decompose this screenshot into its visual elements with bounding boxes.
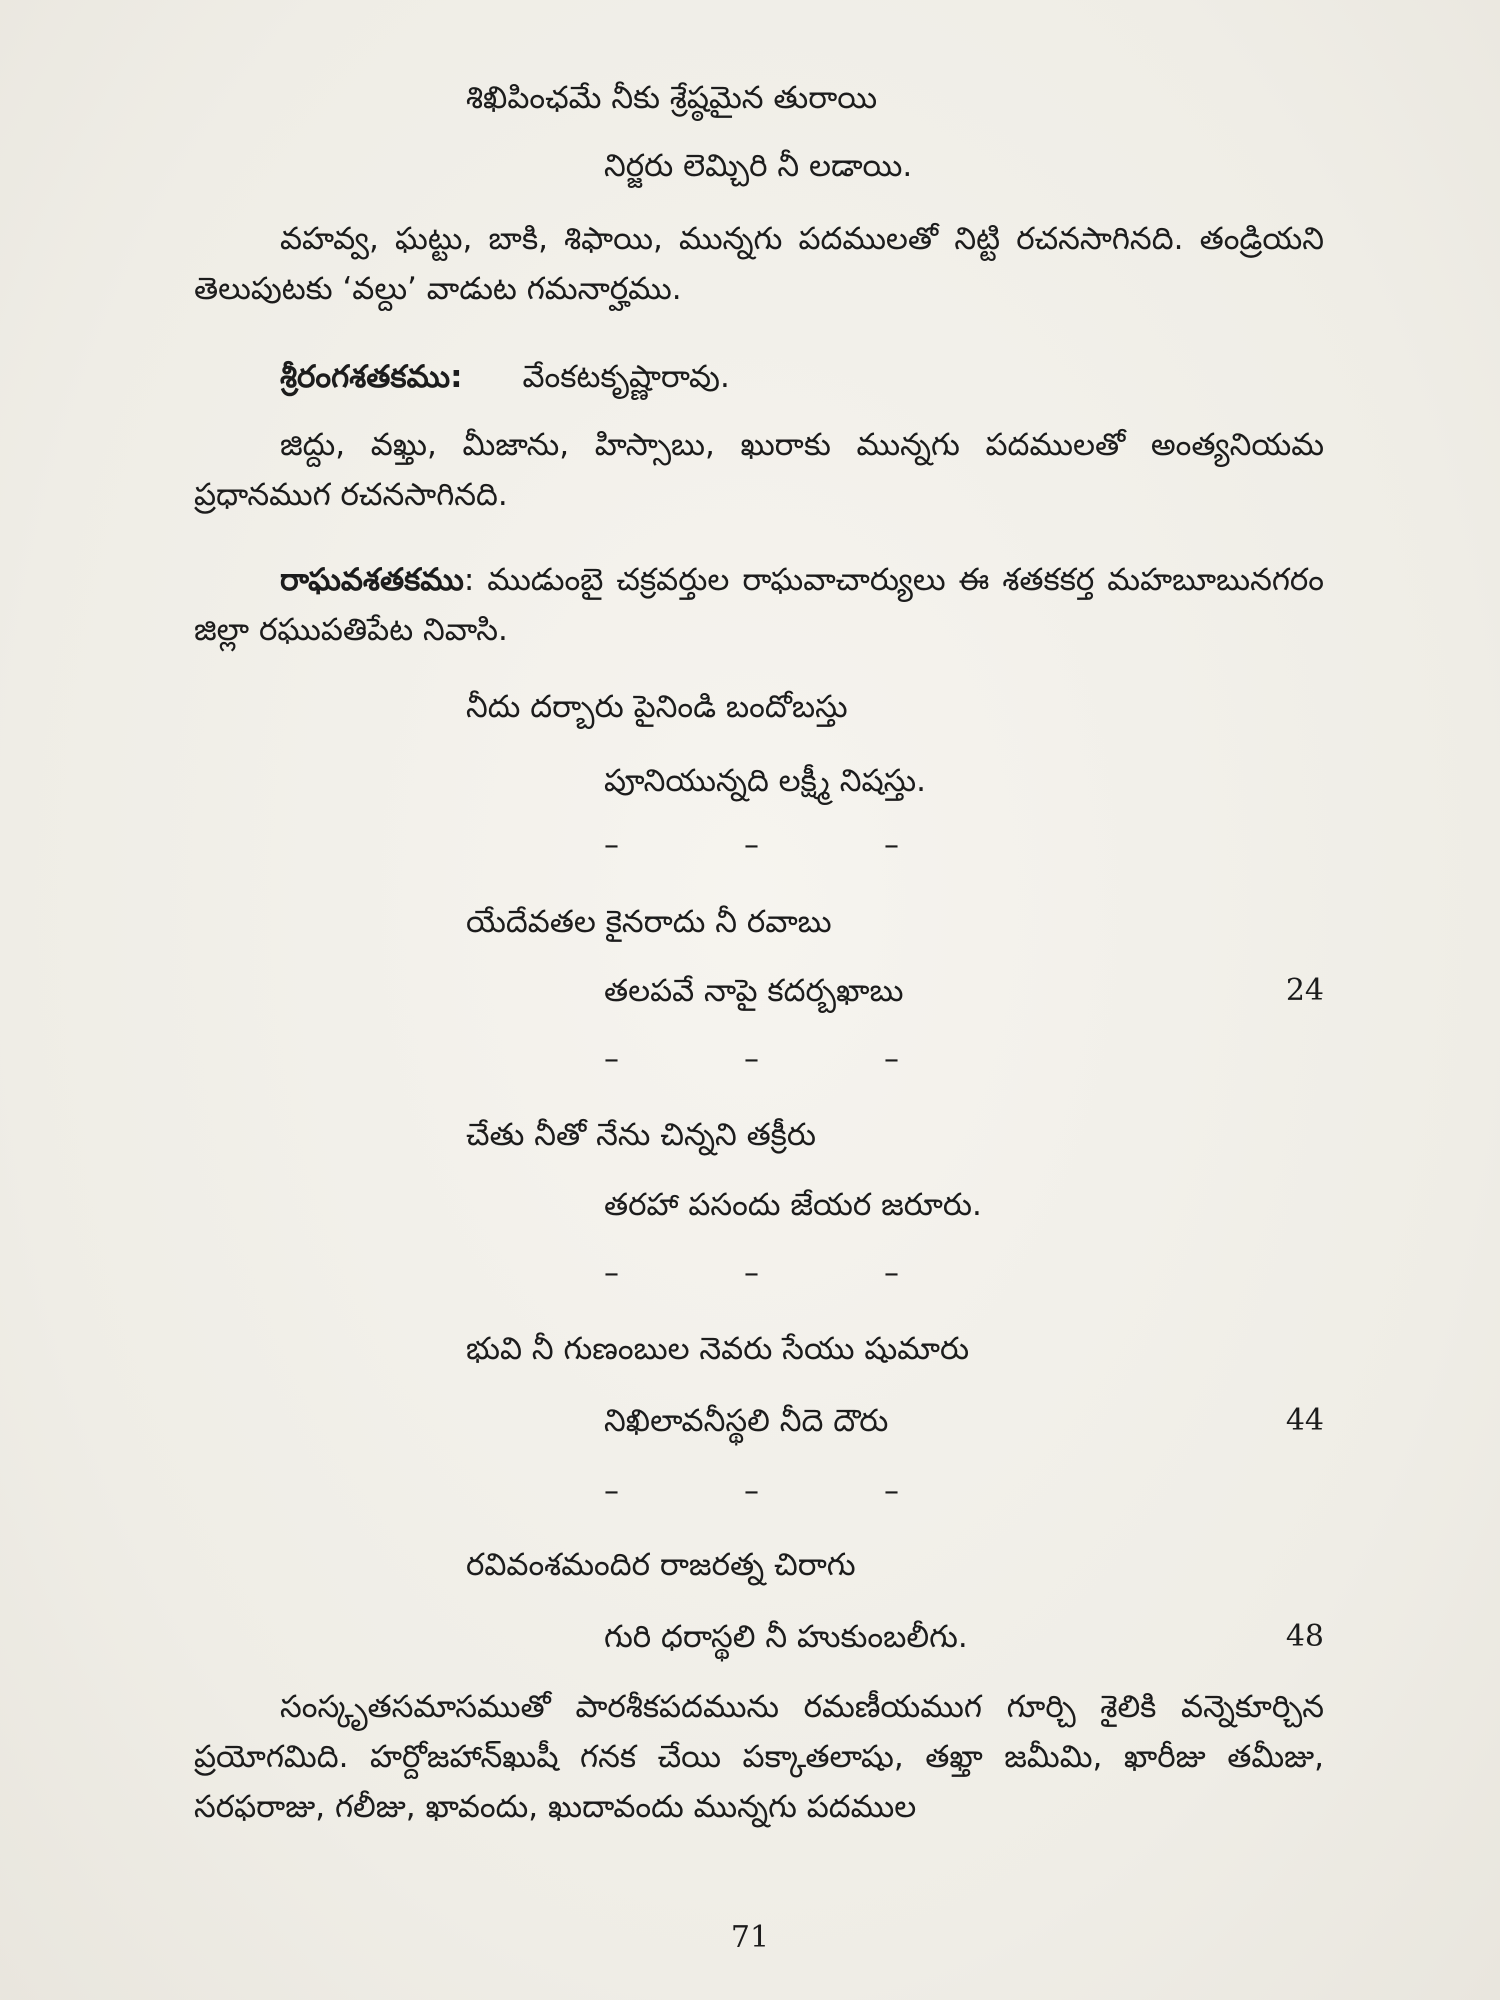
- paragraph: [194, 555, 1324, 655]
- verse-line: నీదు దర్బారు పైనిండి బందోబస్తు: [466, 689, 848, 725]
- dash: –: [884, 1474, 899, 1509]
- dash: –: [744, 1042, 759, 1077]
- paragraph-text: సంస్కృతసమాసముతో పారశీకపదమును రమణీయముగ గూర్చి శైలికి వన్నెకూర్చిన ప్రయోగమిది. హర్దోజహాన్‌ఖుషీ గనక చేయి పక్కాతలాషు, తఖ్తా జమీమి, ఖారీజు తమీజు, సరఫరాజు, గలీజు, ఖావందు, ఖుదావందు మున్నగు పదముల: [194, 1689, 1324, 1825]
- dash: –: [884, 828, 899, 863]
- verse-line: నిఖిలావనీస్థలి నీదె దౌరు: [604, 1403, 889, 1439]
- paragraph-text: వహవ్వ, ఘట్టు, బాకి, శిఫాయి, మున్నగు పదములతో నిట్టి రచనసాగినది. తండ్రియని తెలుపుటకు ‘వల్దు’ వాడుట గమనార్హము.: [194, 221, 1324, 307]
- verse-line: తలపవే నాపై కదర్బఖాబు: [604, 973, 904, 1009]
- verse-separator: [604, 1254, 1024, 1294]
- verse-line: భువి నీ గుణంబుల నెవరు సేయు షుమారు: [466, 1331, 970, 1367]
- section-heading: [194, 352, 1324, 402]
- verse-number: 24: [1285, 973, 1324, 1008]
- heading-title: రాఘవశతకము: [280, 562, 464, 598]
- dash: –: [744, 828, 759, 863]
- dash: –: [884, 1256, 899, 1291]
- dash: –: [744, 1256, 759, 1291]
- verse-line: శిఖిపింఛమే నీకు శ్రేష్ఠమైన తురాయి: [466, 80, 878, 116]
- paragraph-text: : ముడుంబై చక్రవర్తుల రాఘవాచార్యులు ఈ శతకకర్త మహబూబునగరం జిల్లా రఘుపతిపేట నివాసి.: [194, 562, 1324, 648]
- dash: –: [604, 1256, 619, 1291]
- paragraph-text: జిద్దు, వఖ్తు, మీజాను, హిస్సాబు, ఖురాకు మున్నగు పదములతో అంత్యనియమ ప్రధానముగ రచనసాగినది.: [194, 427, 1324, 513]
- dash: –: [884, 1042, 899, 1077]
- page-number: 71: [730, 1920, 770, 1955]
- dash: –: [604, 1474, 619, 1509]
- verse-line: నిర్జరు లెమ్చిరి నీ లడాయి.: [604, 148, 913, 184]
- verse-separator: [604, 1040, 1024, 1080]
- verse-line: చేతు నీతో నేను చిన్నని తక్రీరు: [466, 1117, 816, 1153]
- verse-separator: [604, 1472, 1024, 1512]
- dash: –: [604, 828, 619, 863]
- heading-author: వేంకటకృష్ణారావు.: [522, 359, 730, 395]
- dash: –: [604, 1042, 619, 1077]
- paragraph: [194, 214, 1324, 314]
- paragraph: [194, 420, 1324, 520]
- verse-line: తరహా పసందు జేయర జరూరు.: [604, 1187, 982, 1223]
- verse-line: గురి ధరాస్థలి నీ హుకుంబలీగు.: [604, 1619, 968, 1655]
- verse-line: యేదేవతల కైనరాదు నీ రవాబు: [466, 904, 832, 940]
- paragraph: [194, 1682, 1324, 1832]
- verse-number: 44: [1285, 1403, 1324, 1438]
- heading-title: శ్రీరంగశతకము:: [280, 359, 463, 395]
- verse-separator: [604, 826, 1024, 866]
- verse-line: రవివంశమందిర రాజరత్న చిరాగు: [466, 1547, 856, 1583]
- verse-line: పూనియున్నది లక్ష్మీ నిషస్తు.: [604, 763, 926, 799]
- dash: –: [744, 1474, 759, 1509]
- verse-number: 48: [1285, 1619, 1324, 1654]
